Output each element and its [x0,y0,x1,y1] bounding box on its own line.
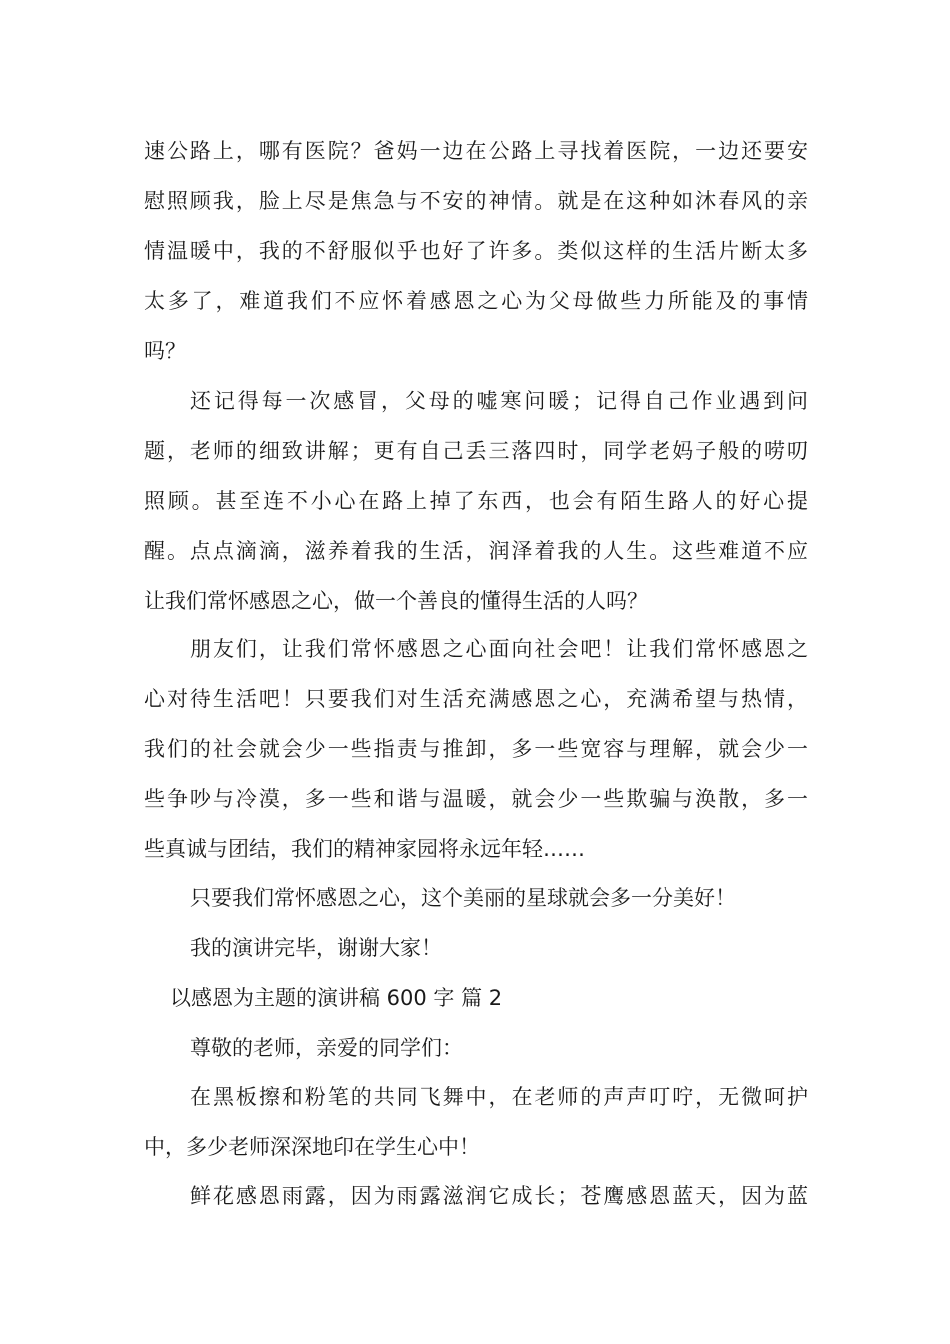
paragraph-1-line-4: 太多了，难道我们不应怀着感恩之心为父母做些力所能及的事情 [144,289,808,313]
paragraph-7-line-1: 鲜花感恩雨露，因为雨露滋润它成长；苍鹰感恩蓝天，因为蓝 [190,1184,808,1208]
paragraph-6-line-2: 中，多少老师深深地印在学生心中！ [144,1135,480,1159]
paragraph-3-line-2: 心对待生活吧！只要我们对生活充满感恩之心，充满希望与热情， [144,687,808,711]
paragraph-3-line-4: 些争吵与冷漠，多一些和谐与温暖，就会少一些欺骗与涣散，多一 [144,787,808,811]
paragraph-1-line-1: 速公路上，哪有医院？爸妈一边在公路上寻找着医院，一边还要安 [144,139,808,163]
section-heading: 以感恩为主题的演讲稿 600 字 篇 2 [170,986,503,1010]
paragraph-2-line-4: 醒。点点滴滴，滋养着我的生活，润泽着我的人生。这些难道不应 [144,539,808,563]
paragraph-2-line-5: 让我们常怀感恩之心，做一个善良的懂得生活的人吗？ [144,589,648,613]
paragraph-3-line-3: 我们的社会就会少一些指责与推卸，多一些宽容与理解，就会少一 [144,737,808,761]
paragraph-1-line-2: 慰照顾我，脸上尽是焦急与不安的神情。就是在这种如沐春风的亲 [144,189,808,213]
paragraph-3-line-1: 朋友们，让我们常怀感恩之心面向社会吧！让我们常怀感恩之 [190,637,808,661]
paragraph-4: 只要我们常怀感恩之心，这个美丽的星球就会多一分美好！ [190,886,736,910]
paragraph-2-line-2: 题，老师的细致讲解；更有自己丢三落四时，同学老妈子般的唠叨 [144,439,808,463]
greeting-line: 尊敬的老师，亲爱的同学们： [190,1036,463,1060]
paragraph-1-line-5: 吗？ [144,339,186,363]
paragraph-2-line-1: 还记得每一次感冒，父母的嘘寒问暖；记得自己作业遇到问 [190,389,808,413]
paragraph-3-line-5: 些真诚与团结，我们的精神家园将永远年轻…… [144,837,585,861]
paragraph-2-line-3: 照顾。甚至连不小心在路上掉了东西，也会有陌生路人的好心提 [144,489,808,513]
paragraph-6-line-1: 在黑板擦和粉笔的共同飞舞中，在老师的声声叮咛，无微呵护 [190,1085,808,1109]
paragraph-1-line-3: 情温暖中，我的不舒服似乎也好了许多。类似这样的生活片断太多 [144,239,808,263]
closing-line: 我的演讲完毕，谢谢大家！ [190,936,442,960]
